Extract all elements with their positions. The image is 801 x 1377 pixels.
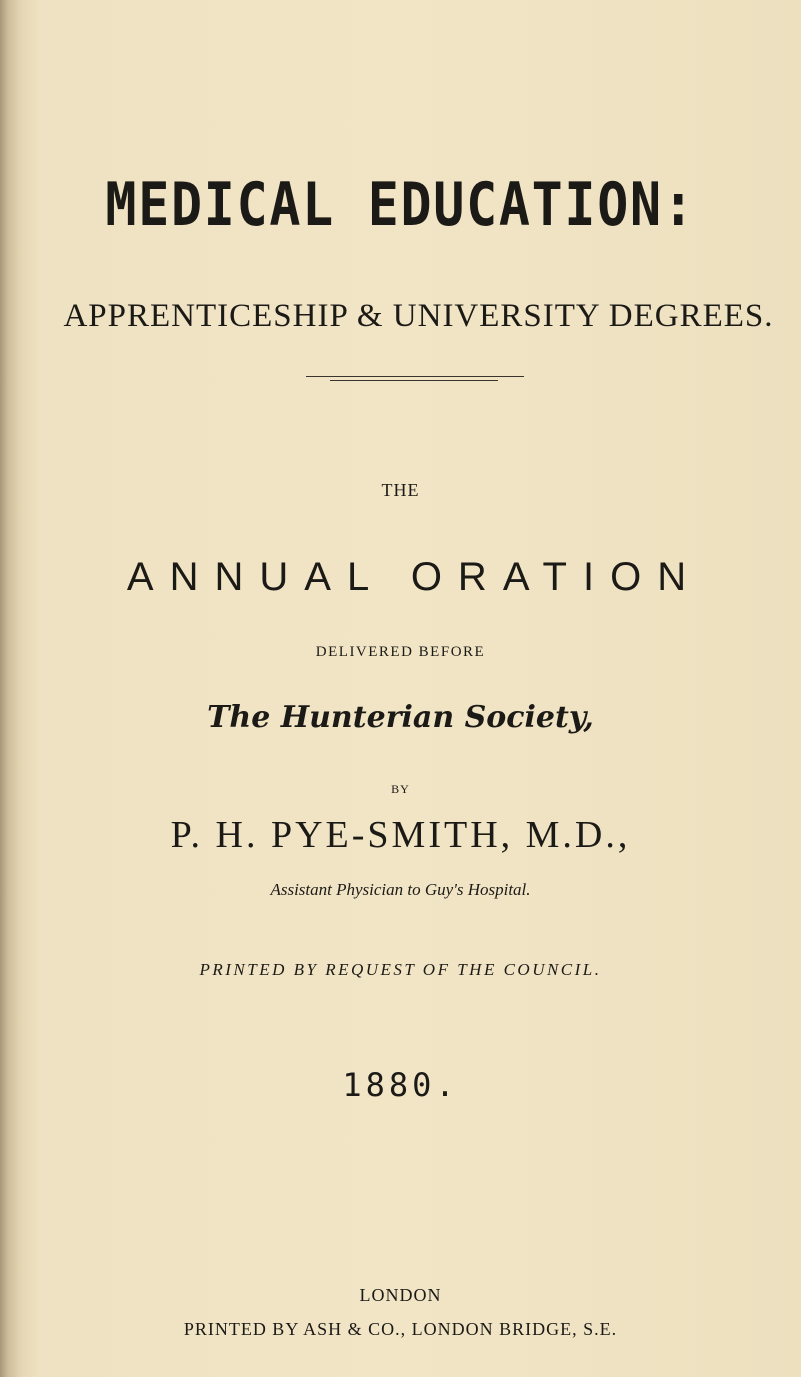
printer-imprint: PRINTED BY ASH & CO., LONDON BRIDGE, S.E. [183, 1319, 618, 1339]
delivered-label: DELIVERED BEFORE [315, 644, 486, 660]
divider-rule-inner [330, 380, 498, 381]
by-label: BY [391, 782, 410, 796]
main-title: MEDICAL EDUCATION: [105, 170, 696, 240]
divider-rule [306, 376, 524, 377]
author-role: Assistant Physician to Guy's Hospital. [270, 880, 531, 899]
publication-year: 1880. [342, 1066, 459, 1104]
publication-place: LONDON [359, 1285, 442, 1305]
author-name: P. H. PYE-SMITH, M.D., [170, 814, 631, 856]
subtitle: APPRENTICESHIP & UNIVERSITY DEGREES. [63, 298, 774, 334]
printed-request: PRINTED BY REQUEST OF THE COUNCIL. [199, 960, 602, 979]
the-label: THE [381, 480, 420, 500]
society-name: The Hunterian Society, [207, 700, 594, 735]
oration-heading: ANNUAL ORATION [126, 555, 703, 599]
